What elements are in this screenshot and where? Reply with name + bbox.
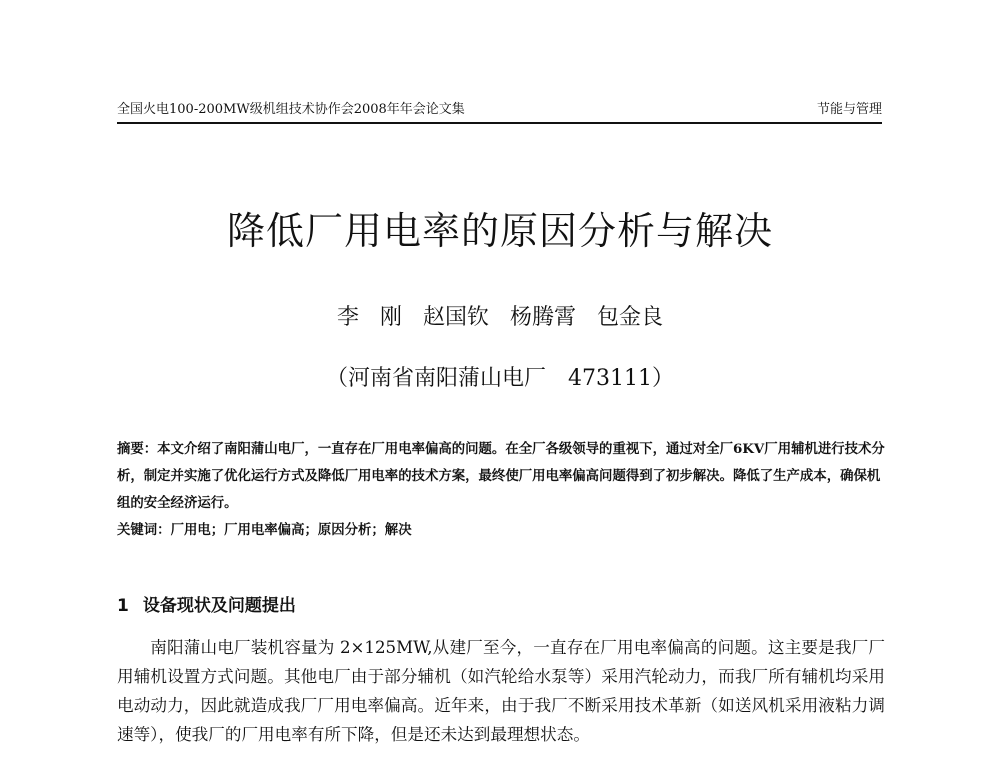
keywords (117, 517, 885, 544)
body-paragraph: 南阳蒲山电厂装机容量为 2×125MW,从建厂至今，一直存在厂用电率偏高的问题。这主要是我厂厂用辅机设置方式问题。其他电厂由于部分辅机（如汽轮给水泵等）采用汽轮动力，而我厂所有辅机均采用电动动力，因此就造成我厂厂用电率偏高。近年来，由于我厂不断采用技术革新（如送风机采用液粘力调速等），使我厂的厂用电率有所下降，但是还未达到最理想状态。 (117, 638, 885, 744)
header-rule (117, 122, 882, 124)
author: 李 刚 (336, 305, 402, 330)
author: 赵国钦 (422, 305, 489, 330)
section-category: 节能与管理 (816, 102, 882, 117)
running-header (117, 100, 882, 120)
section-number: 1 (117, 596, 129, 616)
abstract-block (117, 436, 885, 544)
section-title: 设备现状及问题提出 (142, 596, 296, 616)
author: 包金良 (597, 305, 664, 330)
abstract (117, 436, 885, 517)
author-affiliation: （河南省南阳蒲山电厂 473111） (326, 366, 674, 391)
author: 杨腾霄 (509, 305, 576, 330)
abstract-text: 本文介绍了南阳蒲山电厂，一直存在厂用电率偏高的问题。在全厂各级领导的重视下，通过对全厂6KV厂用辅机进行技术分析，制定并实施了优化运行方式及降低厂用电率的技术方案，最终使厂用电率偏高问题得到了初步解决。降低了生产成本，确保机组的安全经济运行。 (117, 441, 885, 511)
keywords-label: 关键词： (117, 523, 171, 538)
abstract-label: 摘要： (117, 442, 158, 457)
paper-title: 降低厂用电率的原因分析与解决 (226, 209, 773, 253)
author-list (0, 302, 1000, 334)
keywords-text: 厂用电；厂用电率偏高；原因分析；解决 (170, 522, 412, 538)
section-heading (117, 592, 882, 620)
conference-proceedings-title: 全国火电100-200MW级机组技术协作会2008年年会论文集 (117, 102, 465, 117)
